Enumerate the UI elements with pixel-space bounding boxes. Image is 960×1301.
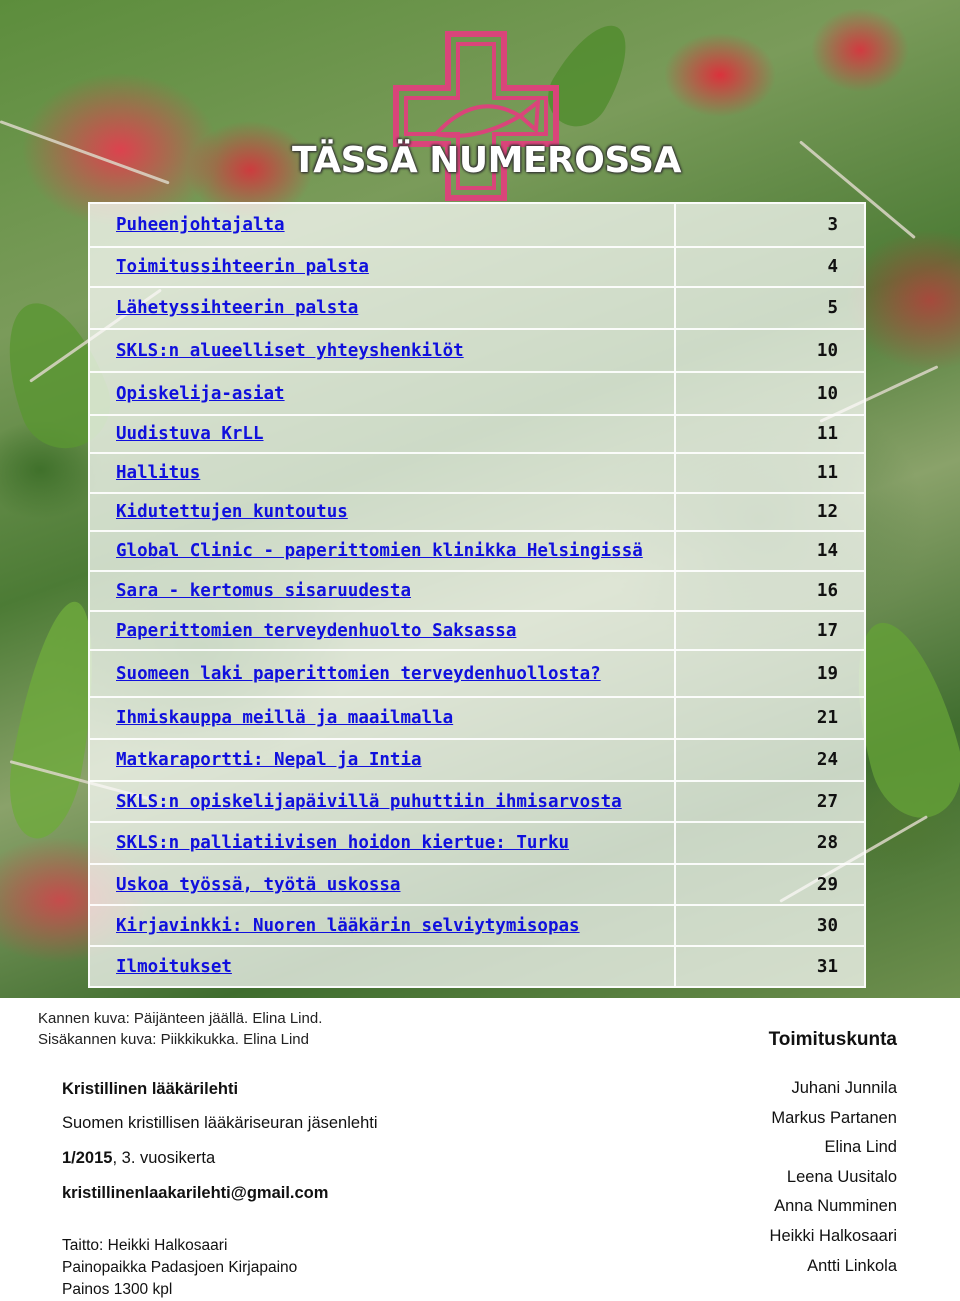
toc-row	[90, 570, 864, 610]
toc-link[interactable]: Hallitus	[90, 454, 676, 492]
board-member: Markus Partanen	[771, 1108, 897, 1127]
toc-page-number: 4	[827, 257, 838, 277]
toc-link[interactable]: Uskoa työssä, työtä uskossa	[90, 865, 676, 904]
toc-row	[90, 945, 864, 986]
toc-link[interactable]: SKLS:n alueelliset yhteyshenkilöt	[90, 330, 676, 371]
printer-credit: Painopaikka Padasjoen Kirjapaino	[62, 1259, 298, 1276]
toc-row	[90, 738, 864, 780]
toc-page-number: 10	[816, 340, 838, 361]
toc-row	[90, 414, 864, 452]
magazine-name: Kristillinen lääkärilehti	[62, 1080, 239, 1098]
toc-page-number: 27	[816, 791, 838, 812]
editorial-board-list	[770, 1074, 897, 1281]
toc-row	[90, 328, 864, 371]
toc-row	[90, 492, 864, 530]
board-member: Antti Linkola	[807, 1256, 897, 1275]
toc-link[interactable]: Puheenjohtajalta	[90, 204, 676, 246]
toc-link[interactable]: Kirjavinkki: Nuoren lääkärin selviytymisopas	[90, 906, 676, 945]
toc-page-number: 14	[816, 541, 838, 561]
toc-page-number: 28	[816, 833, 838, 853]
toc-page-number: 29	[816, 874, 838, 895]
toc-link[interactable]: Toimitussihteerin palsta	[90, 248, 676, 286]
volume: , 3. vuosikerta	[112, 1149, 216, 1167]
toc-row	[90, 780, 864, 821]
toc-page-number: 31	[816, 956, 838, 977]
toc-row	[90, 610, 864, 649]
toc-page-number: 5	[827, 298, 838, 318]
board-member: Heikki Halkosaari	[769, 1226, 897, 1245]
toc-link[interactable]: Uudistuva KrLL	[90, 416, 676, 452]
toc-link[interactable]: Opiskelija-asiat	[90, 373, 676, 414]
toc-row	[90, 286, 864, 328]
toc-page-number: 30	[816, 915, 838, 936]
photo-captions	[38, 1008, 322, 1050]
toc-link[interactable]: Sara - kertomus sisaruudesta	[90, 572, 676, 610]
colophon	[0, 998, 960, 1300]
toc-page-number: 16	[816, 581, 838, 601]
toc-row	[90, 696, 864, 738]
toc-page-number: 3	[827, 215, 838, 235]
toc-row	[90, 452, 864, 492]
board-member: Leena Uusitalo	[786, 1167, 897, 1186]
toc-row	[90, 821, 864, 863]
toc-page-number: 21	[816, 708, 838, 728]
toc-row	[90, 904, 864, 945]
cover-caption: Kannen kuva: Päijänteen jäällä. Elina Lind.	[38, 1010, 323, 1027]
table-of-contents	[88, 202, 866, 988]
toc-link[interactable]: Suomeen laki paperittomien terveydenhuollosta?	[90, 651, 676, 696]
toc-row	[90, 371, 864, 414]
board-member: Juhani Junnila	[791, 1079, 897, 1097]
magazine-subtitle: Suomen kristillisen lääkäriseuran jäsenlehti	[62, 1114, 378, 1132]
toc-page-number: 11	[816, 424, 838, 444]
toc-link[interactable]: Ihmiskauppa meillä ja maailmalla	[90, 698, 676, 738]
toc-row	[90, 204, 864, 246]
contact-email: kristillinenlaakarilehti@gmail.com	[62, 1184, 329, 1202]
toc-row	[90, 246, 864, 286]
toc-page-number: 19	[816, 663, 838, 684]
issue-number: 1/2015	[62, 1149, 113, 1167]
layout-credit: Taitto: Heikki Halkosaari	[62, 1237, 228, 1254]
toc-page-number: 12	[816, 502, 838, 522]
print-run: Painos 1300 kpl	[62, 1281, 173, 1298]
toc-page-number: 11	[816, 463, 838, 483]
toc-link[interactable]: Lähetyssihteerin palsta	[90, 288, 676, 328]
toc-row	[90, 649, 864, 696]
toc-link[interactable]: Kidutettujen kuntoutus	[90, 494, 676, 530]
toc-page-number: 24	[816, 750, 838, 770]
toc-page-number: 17	[816, 620, 838, 641]
toc-page-number: 10	[816, 383, 838, 404]
toc-link[interactable]: Paperittomien terveydenhuolto Saksassa	[90, 612, 676, 649]
editorial-board-title: Toimituskunta	[768, 1029, 897, 1050]
toc-link[interactable]: Matkaraportti: Nepal ja Intia	[90, 740, 676, 780]
issue-info	[62, 1149, 215, 1168]
toc-link[interactable]: SKLS:n opiskelijapäivillä puhuttiin ihmisarvosta	[90, 782, 676, 821]
print-credits	[62, 1235, 297, 1301]
toc-row	[90, 863, 864, 904]
toc-link[interactable]: SKLS:n palliatiivisen hoidon kiertue: Turku	[90, 823, 676, 863]
toc-link[interactable]: Ilmoitukset	[90, 947, 676, 986]
toc-row	[90, 530, 864, 570]
board-member: Anna Numminen	[774, 1197, 897, 1216]
board-member: Elina Lind	[824, 1138, 897, 1157]
toc-link[interactable]: Global Clinic - paperittomien klinikka Helsingissä	[90, 532, 676, 570]
inner-cover-caption: Sisäkannen kuva: Piikkikukka. Elina Lind	[38, 1031, 309, 1048]
page-title: TÄSSÄ NUMEROSSA	[292, 140, 681, 181]
